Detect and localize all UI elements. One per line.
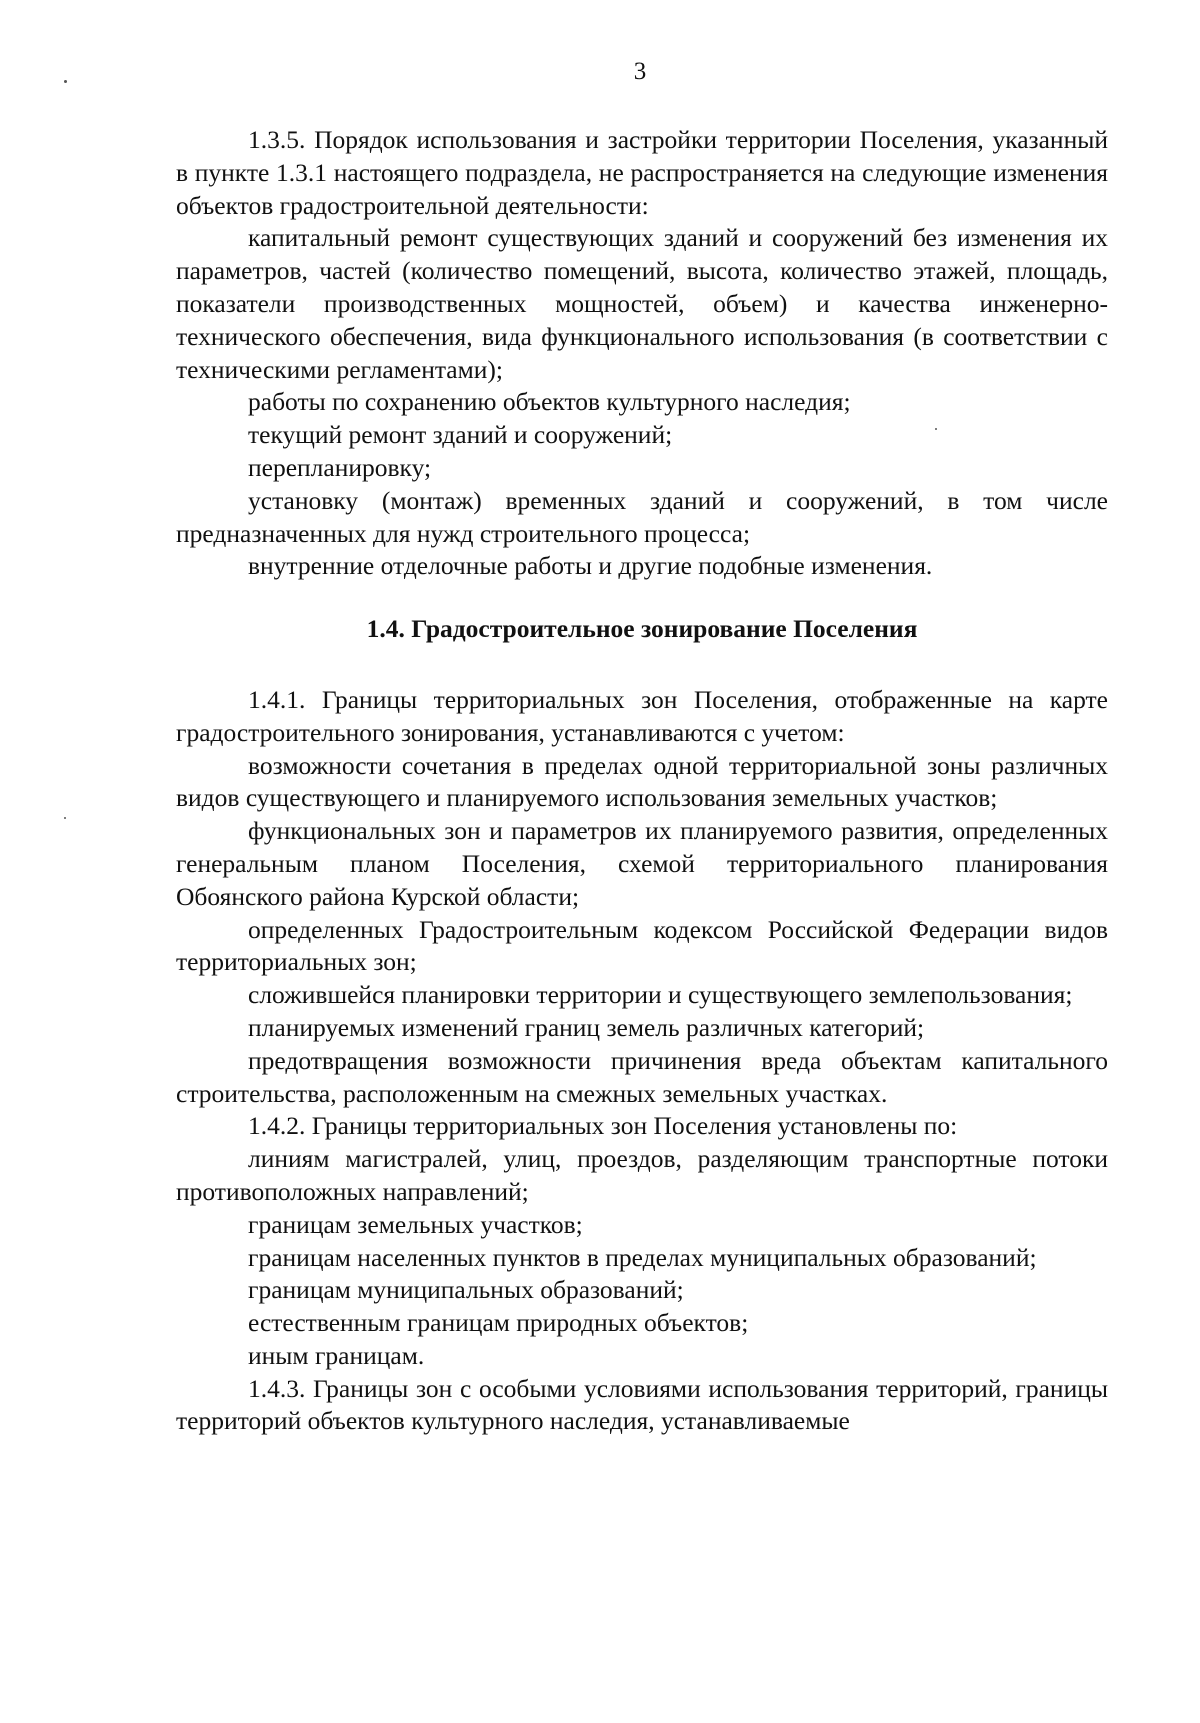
list-item-land-plots: границам земельных участков; xyxy=(248,1209,583,1239)
document-body xyxy=(176,124,1108,1438)
list-item-capital-repair: капитальный ремонт существующих зданий и сооружений без изменения их параметров, частей (количество помещений, высота, количество этажей, площадь, показатели производственных мощностей, объем) и качества инженерно-технического обеспечения, вида функционального использования (в соответствии с техническими регламентами); xyxy=(176,223,1108,384)
list-item-current-repair: текущий ремонт зданий и сооружений; xyxy=(248,420,673,450)
list-item-interior-works: внутренние отделочные работы и другие подобные изменения. xyxy=(248,551,933,581)
list-item-temporary-buildings: установку (монтаж) временных зданий и сооружений, в том числе предназначенных для нужд строительного процесса; xyxy=(176,485,1108,548)
paragraph-1-4-2: 1.4.2. Границы территориальных зон Поселения установлены по: xyxy=(248,1111,958,1141)
list-item-municipalities: границам муниципальных образований; xyxy=(248,1275,684,1305)
list-item-replanning: перепланировку; xyxy=(248,452,432,482)
paragraph-1-3-5: 1.3.5. Порядок использования и застройки территории Поселения, указанный в пункте 1.3.1 настоящего подраздела, не распространяется на следующие изменения объектов градостроительной деятельности: xyxy=(176,125,1108,220)
list-item-combination: возможности сочетания в пределах одной территориальной зоны различных видов существующего и планируемого использования земельных участков; xyxy=(176,750,1108,813)
scan-speck xyxy=(64,817,66,819)
list-item-other-borders: иным границам. xyxy=(248,1340,425,1370)
section-heading: 1.4. Градостроительное зонирование Поселения xyxy=(366,614,918,644)
list-item-category-changes: планируемых изменений границ земель различных категорий; xyxy=(248,1012,925,1042)
list-item-zone-types: определенных Градостроительным кодексом Российской Федерации видов территориальных зон; xyxy=(176,914,1108,977)
list-item-functional-zones: функциональных зон и параметров их планируемого развития, определенных генеральным планом Поселения, схемой территориального планирования Обоянского района Курской области; xyxy=(176,816,1108,911)
list-item-natural-borders: естественным границам природных объектов; xyxy=(248,1308,749,1338)
list-item-highways: линиям магистралей, улиц, проездов, разделяющим транспортные потоки противоположных направлений; xyxy=(176,1144,1108,1206)
list-item-harm-prevention: предотвращения возможности причинения вреда объектам капитального строительства, расположенным на смежных земельных участках. xyxy=(176,1045,1108,1108)
paragraph-1-4-1: 1.4.1. Границы территориальных зон Поселения, отображенные на карте градостроительного зонирования, устанавливаются с учетом: xyxy=(176,684,1108,747)
list-item-heritage-works: работы по сохранению объектов культурного наследия; xyxy=(248,387,851,417)
paragraph-1-4-3: 1.4.3. Границы зон с особыми условиями использования территорий, границы территорий объектов культурного наследия, устанавливаемые xyxy=(176,1373,1108,1436)
page-number: 3 xyxy=(633,58,647,85)
list-item-settlements: границам населенных пунктов в пределах муниципальных образований; xyxy=(248,1242,1037,1272)
list-item-existing-planning: сложившейся планировки территории и существующего землепользования; xyxy=(248,980,1073,1010)
